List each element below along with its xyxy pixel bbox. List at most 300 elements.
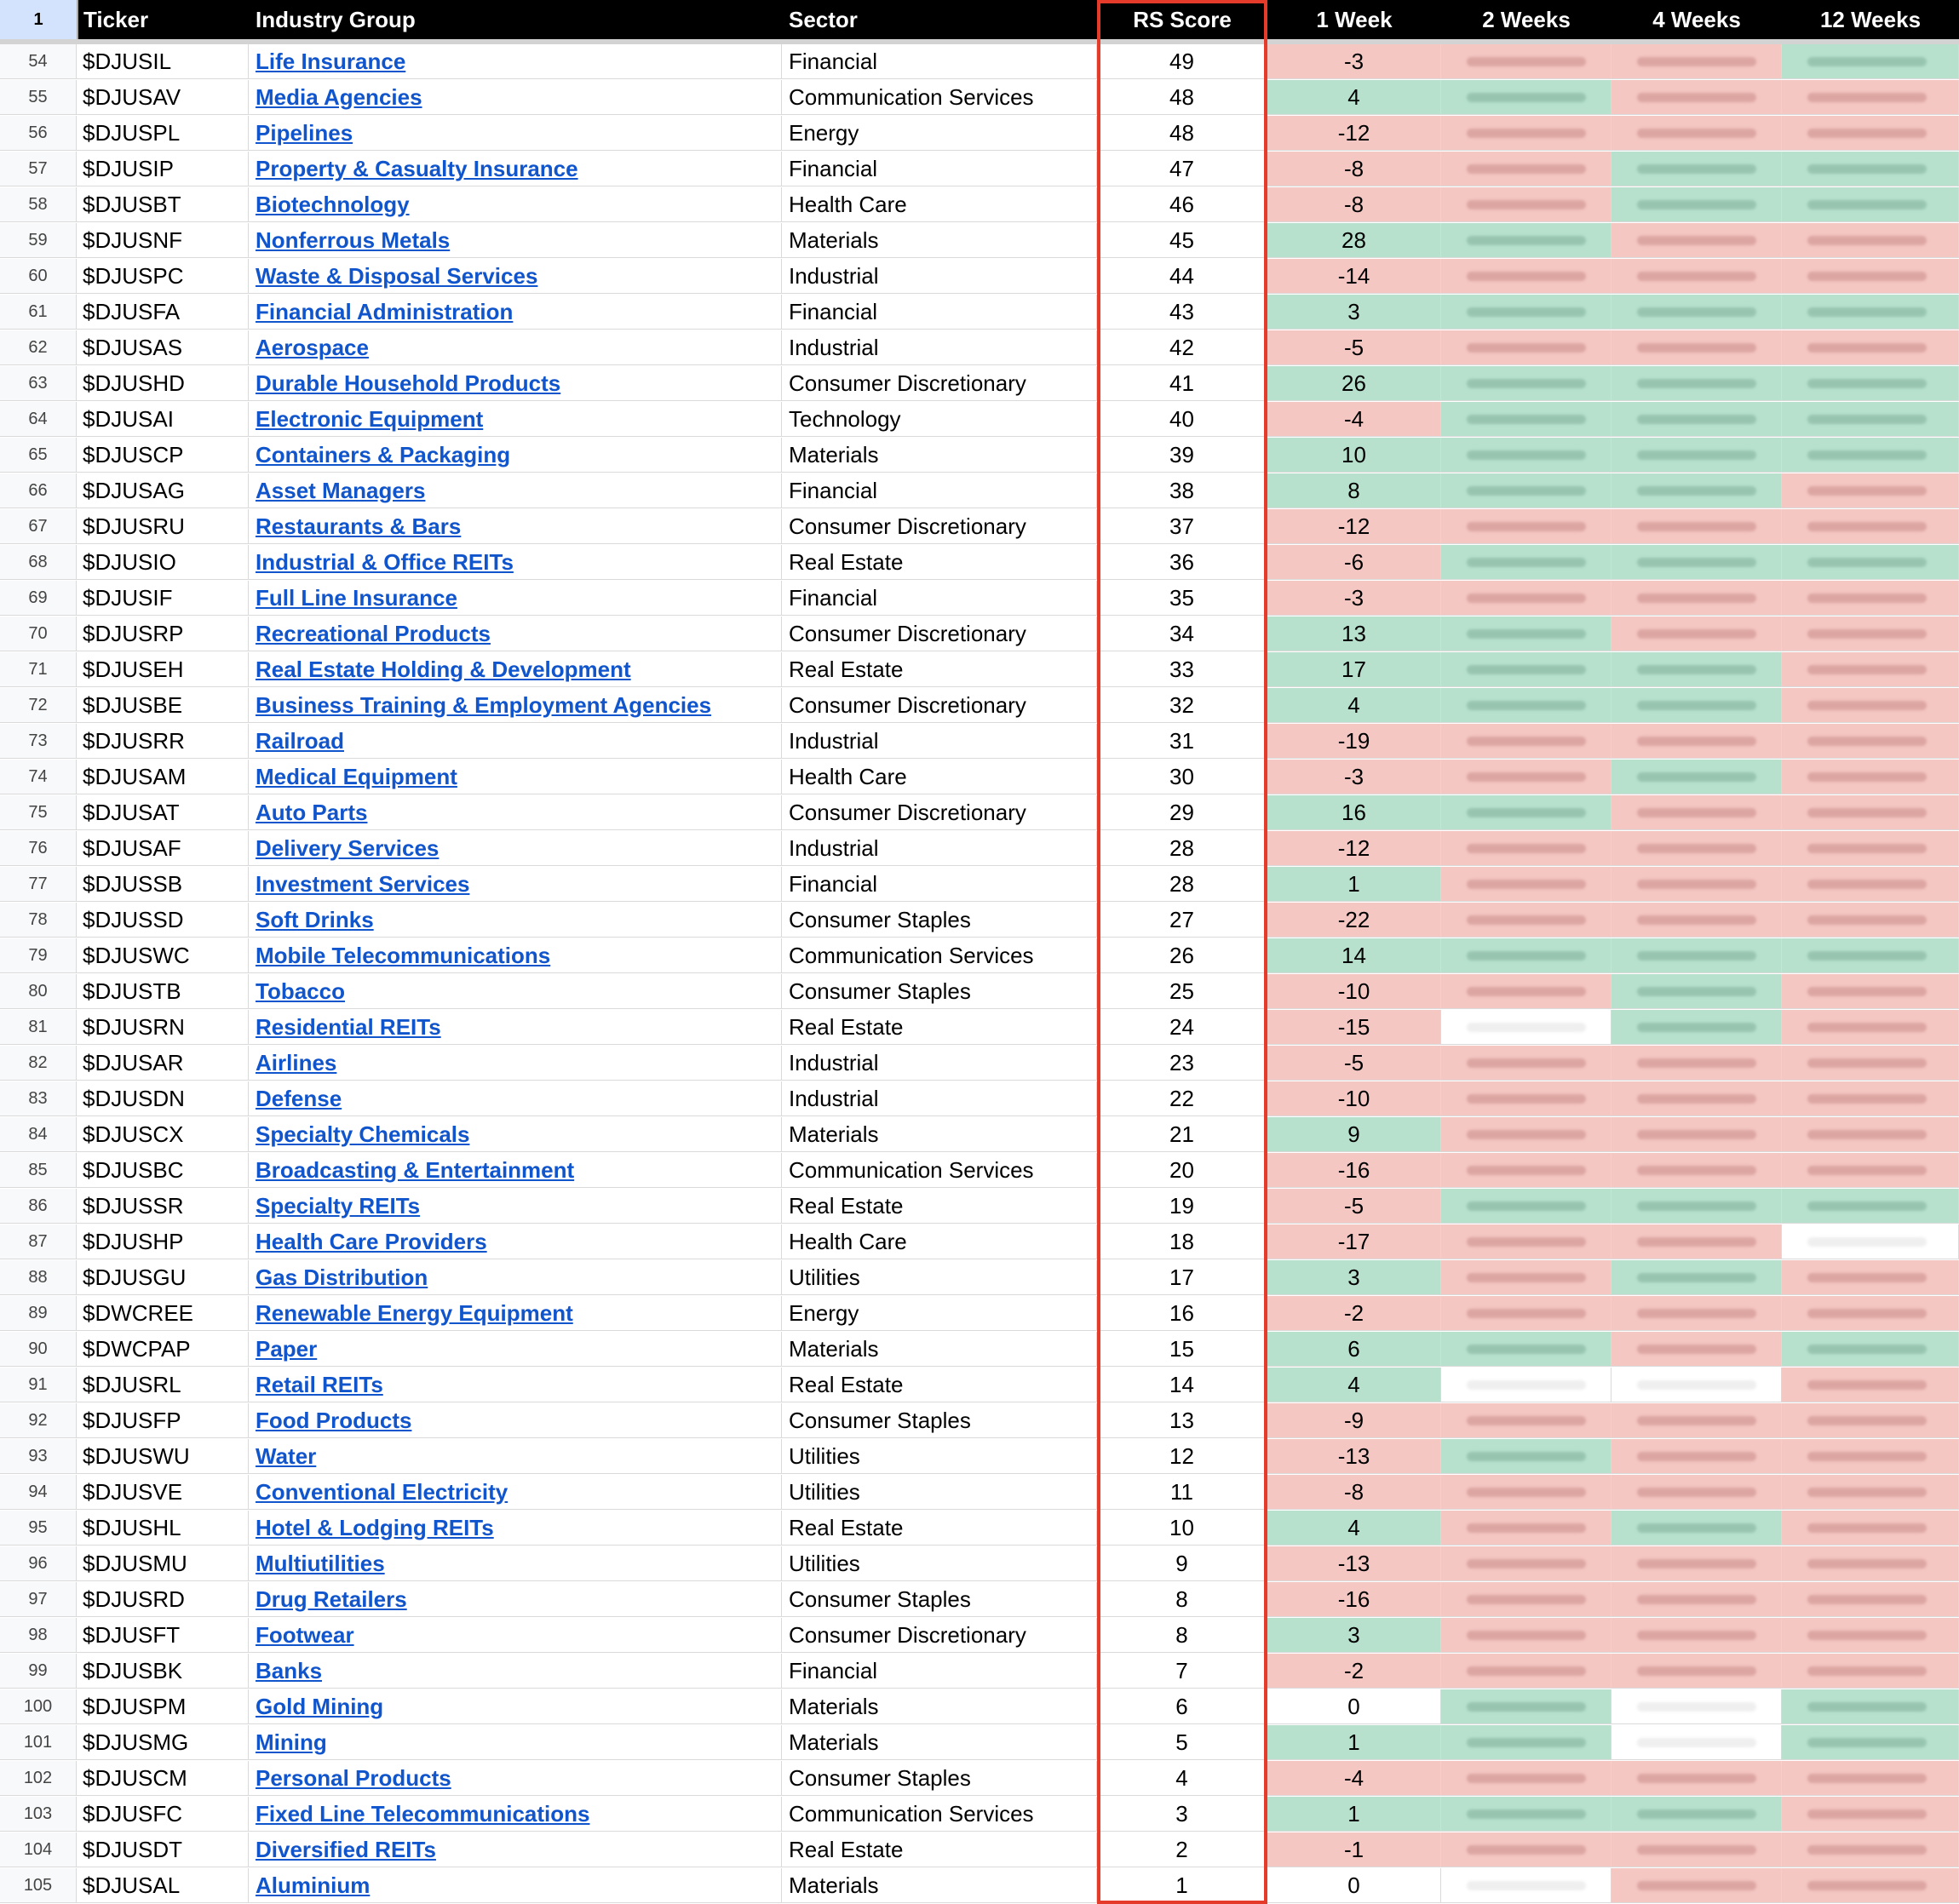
ticker-cell[interactable]: $DJUSAL [77,1868,249,1903]
rs-score-cell[interactable]: 26 [1097,938,1267,973]
week4-blurred-cell[interactable] [1611,1618,1782,1653]
industry-group-link[interactable]: Specialty REITs [249,1189,782,1224]
week12-blurred-cell[interactable] [1782,1046,1959,1081]
week2-blurred-cell[interactable] [1441,44,1611,79]
row-number[interactable]: 100 [0,1689,77,1724]
industry-group-link[interactable]: Broadcasting & Entertainment [249,1153,782,1188]
week4-blurred-cell[interactable] [1611,1689,1782,1724]
sector-cell[interactable]: Utilities [782,1260,1097,1295]
row-number[interactable]: 64 [0,402,77,437]
sector-cell[interactable]: Industrial [782,1046,1097,1081]
sector-cell[interactable]: Communication Services [782,1797,1097,1832]
week2-blurred-cell[interactable] [1441,974,1611,1009]
week2-blurred-cell[interactable] [1441,152,1611,186]
week2-blurred-cell[interactable] [1441,80,1611,115]
week2-blurred-cell[interactable] [1441,1117,1611,1152]
week2-blurred-cell[interactable] [1441,1439,1611,1474]
week2-blurred-cell[interactable] [1441,509,1611,544]
week12-blurred-cell[interactable] [1782,1725,1959,1760]
ticker-cell[interactable]: $DJUSAI [77,402,249,437]
col-header-4-weeks[interactable]: 4 Weeks [1652,7,1741,32]
week2-blurred-cell[interactable] [1441,1868,1611,1903]
week1-change-cell[interactable]: 3 [1267,1260,1441,1295]
week2-blurred-cell[interactable] [1441,1081,1611,1116]
week12-blurred-cell[interactable] [1782,116,1959,151]
row-number[interactable]: 96 [0,1546,77,1581]
week2-blurred-cell[interactable] [1441,295,1611,330]
row-number[interactable]: 85 [0,1153,77,1188]
week1-change-cell[interactable]: -3 [1267,760,1441,794]
week2-blurred-cell[interactable] [1441,581,1611,616]
row-number[interactable]: 72 [0,688,77,723]
industry-group-link[interactable]: Diversified REITs [249,1832,782,1867]
week12-blurred-cell[interactable] [1782,1868,1959,1903]
industry-group-link[interactable]: Banks [249,1654,782,1689]
week12-blurred-cell[interactable] [1782,295,1959,330]
col-header-2-weeks[interactable]: 2 Weeks [1482,7,1571,32]
week12-blurred-cell[interactable] [1782,259,1959,294]
week1-change-cell[interactable]: -12 [1267,831,1441,866]
rs-score-cell[interactable]: 24 [1097,1010,1267,1045]
industry-group-link[interactable]: Mining [249,1725,782,1760]
row-number[interactable]: 60 [0,259,77,294]
industry-group-link[interactable]: Soft Drinks [249,903,782,938]
sector-cell[interactable]: Communication Services [782,938,1097,973]
ticker-cell[interactable]: $DJUSSR [77,1189,249,1224]
week1-change-cell[interactable]: 10 [1267,438,1441,473]
ticker-cell[interactable]: $DWCREE [77,1296,249,1331]
col-header-12-weeks[interactable]: 12 Weeks [1819,7,1922,32]
industry-group-link[interactable]: Electronic Equipment [249,402,782,437]
week1-change-cell[interactable]: -5 [1267,330,1441,365]
row-number[interactable]: 90 [0,1332,77,1367]
row-number[interactable]: 99 [0,1654,77,1689]
industry-group-link[interactable]: Railroad [249,724,782,759]
week1-change-cell[interactable]: -16 [1267,1582,1441,1617]
industry-group-link[interactable]: Specialty Chemicals [249,1117,782,1152]
week2-blurred-cell[interactable] [1441,1618,1611,1653]
week4-blurred-cell[interactable] [1611,366,1782,401]
industry-group-link[interactable]: Defense [249,1081,782,1116]
week4-blurred-cell[interactable] [1611,1296,1782,1331]
rs-score-cell[interactable]: 39 [1097,438,1267,473]
sector-cell[interactable]: Materials [782,1332,1097,1367]
col-header-1-week[interactable]: 1 Week [1316,7,1393,32]
sector-cell[interactable]: Consumer Staples [782,974,1097,1009]
row-number[interactable]: 89 [0,1296,77,1331]
week12-blurred-cell[interactable] [1782,1117,1959,1152]
week1-change-cell[interactable]: 4 [1267,688,1441,723]
row-number[interactable]: 97 [0,1582,77,1617]
ticker-cell[interactable]: $DJUSHP [77,1224,249,1259]
row-number[interactable]: 59 [0,223,77,258]
ticker-cell[interactable]: $DJUSNF [77,223,249,258]
row-number[interactable]: 69 [0,581,77,616]
industry-group-link[interactable]: Personal Products [249,1761,782,1796]
industry-group-link[interactable]: Containers & Packaging [249,438,782,473]
week12-blurred-cell[interactable] [1782,1797,1959,1832]
week12-blurred-cell[interactable] [1782,187,1959,222]
week2-blurred-cell[interactable] [1441,1689,1611,1724]
ticker-cell[interactable]: $DJUSHL [77,1511,249,1546]
week1-change-cell[interactable]: -13 [1267,1546,1441,1581]
rs-score-cell[interactable]: 27 [1097,903,1267,938]
week2-blurred-cell[interactable] [1441,1761,1611,1796]
rs-score-cell[interactable]: 47 [1097,152,1267,186]
sector-cell[interactable]: Industrial [782,1081,1097,1116]
ticker-cell[interactable]: $DJUSAM [77,760,249,794]
ticker-cell[interactable]: $DWCPAP [77,1332,249,1367]
rs-score-cell[interactable]: 48 [1097,80,1267,115]
ticker-cell[interactable]: $DJUSAR [77,1046,249,1081]
rs-score-cell[interactable]: 23 [1097,1046,1267,1081]
week2-blurred-cell[interactable] [1441,473,1611,508]
sector-cell[interactable]: Consumer Discretionary [782,617,1097,651]
week4-blurred-cell[interactable] [1611,581,1782,616]
week2-blurred-cell[interactable] [1441,724,1611,759]
industry-group-link[interactable]: Conventional Electricity [249,1475,782,1510]
row-number[interactable]: 80 [0,974,77,1009]
industry-group-link[interactable]: Investment Services [249,867,782,902]
week4-blurred-cell[interactable] [1611,903,1782,938]
ticker-cell[interactable]: $DJUSRU [77,509,249,544]
week12-blurred-cell[interactable] [1782,1260,1959,1295]
week1-change-cell[interactable]: -2 [1267,1296,1441,1331]
rs-score-cell[interactable]: 49 [1097,44,1267,79]
week4-blurred-cell[interactable] [1611,438,1782,473]
week12-blurred-cell[interactable] [1782,509,1959,544]
ticker-cell[interactable]: $DJUSMU [77,1546,249,1581]
rs-score-cell[interactable]: 16 [1097,1296,1267,1331]
row-number[interactable]: 77 [0,867,77,902]
industry-group-link[interactable]: Drug Retailers [249,1582,782,1617]
row-number[interactable]: 65 [0,438,77,473]
sector-cell[interactable]: Consumer Staples [782,1761,1097,1796]
ticker-cell[interactable]: $DJUSHD [77,366,249,401]
row-number[interactable]: 95 [0,1511,77,1546]
ticker-cell[interactable]: $DJUSVE [77,1475,249,1510]
sector-cell[interactable]: Materials [782,1117,1097,1152]
sector-cell[interactable]: Energy [782,1296,1097,1331]
week4-blurred-cell[interactable] [1611,724,1782,759]
week1-change-cell[interactable]: 3 [1267,1618,1441,1653]
ticker-cell[interactable]: $DJUSCM [77,1761,249,1796]
week12-blurred-cell[interactable] [1782,1618,1959,1653]
week2-blurred-cell[interactable] [1441,116,1611,151]
industry-group-link[interactable]: Business Training & Employment Agencies [249,688,782,723]
col-header-industry-group[interactable]: Industry Group [256,7,416,32]
row-number[interactable]: 101 [0,1725,77,1760]
sector-cell[interactable]: Real Estate [782,1832,1097,1867]
week4-blurred-cell[interactable] [1611,473,1782,508]
week1-change-cell[interactable]: 3 [1267,295,1441,330]
industry-group-link[interactable]: Pipelines [249,116,782,151]
rs-score-cell[interactable]: 2 [1097,1832,1267,1867]
week2-blurred-cell[interactable] [1441,938,1611,973]
week2-blurred-cell[interactable] [1441,1725,1611,1760]
row-number[interactable]: 63 [0,366,77,401]
week12-blurred-cell[interactable] [1782,831,1959,866]
week2-blurred-cell[interactable] [1441,903,1611,938]
industry-group-link[interactable]: Hotel & Lodging REITs [249,1511,782,1546]
week1-change-cell[interactable]: -12 [1267,116,1441,151]
row-number[interactable]: 102 [0,1761,77,1796]
sector-cell[interactable]: Industrial [782,259,1097,294]
rs-score-cell[interactable]: 9 [1097,1546,1267,1581]
week12-blurred-cell[interactable] [1782,1439,1959,1474]
ticker-cell[interactable]: $DJUSCP [77,438,249,473]
row-number[interactable]: 88 [0,1260,77,1295]
week4-blurred-cell[interactable] [1611,1511,1782,1546]
week1-change-cell[interactable]: 4 [1267,1511,1441,1546]
week1-change-cell[interactable]: 6 [1267,1332,1441,1367]
rs-score-cell[interactable]: 38 [1097,473,1267,508]
week12-blurred-cell[interactable] [1782,1224,1959,1259]
week12-blurred-cell[interactable] [1782,223,1959,258]
week2-blurred-cell[interactable] [1441,438,1611,473]
industry-group-link[interactable]: Life Insurance [249,44,782,79]
sector-cell[interactable]: Financial [782,473,1097,508]
ticker-cell[interactable]: $DJUSIF [77,581,249,616]
week12-blurred-cell[interactable] [1782,1582,1959,1617]
rs-score-cell[interactable]: 30 [1097,760,1267,794]
week12-blurred-cell[interactable] [1782,1081,1959,1116]
ticker-cell[interactable]: $DJUSBT [77,187,249,222]
week2-blurred-cell[interactable] [1441,1046,1611,1081]
industry-group-link[interactable]: Recreational Products [249,617,782,651]
industry-group-link[interactable]: Retail REITs [249,1368,782,1402]
industry-group-link[interactable]: Paper [249,1332,782,1367]
week2-blurred-cell[interactable] [1441,1403,1611,1438]
row-number[interactable]: 86 [0,1189,77,1224]
week4-blurred-cell[interactable] [1611,1725,1782,1760]
industry-group-link[interactable]: Industrial & Office REITs [249,545,782,580]
row-number[interactable]: 70 [0,617,77,651]
rs-score-cell[interactable]: 8 [1097,1582,1267,1617]
sector-cell[interactable]: Communication Services [782,80,1097,115]
week4-blurred-cell[interactable] [1611,760,1782,794]
industry-group-link[interactable]: Biotechnology [249,187,782,222]
industry-group-link[interactable]: Residential REITs [249,1010,782,1045]
ticker-cell[interactable]: $DJUSSD [77,903,249,938]
week1-change-cell[interactable]: 9 [1267,1117,1441,1152]
week1-change-cell[interactable]: -3 [1267,44,1441,79]
rs-score-cell[interactable]: 36 [1097,545,1267,580]
row-number[interactable]: 104 [0,1832,77,1867]
week2-blurred-cell[interactable] [1441,1511,1611,1546]
week12-blurred-cell[interactable] [1782,760,1959,794]
ticker-cell[interactable]: $DJUSAF [77,831,249,866]
week12-blurred-cell[interactable] [1782,1332,1959,1367]
row-number[interactable]: 91 [0,1368,77,1402]
ticker-cell[interactable]: $DJUSBC [77,1153,249,1188]
week4-blurred-cell[interactable] [1611,1189,1782,1224]
ticker-cell[interactable]: $DJUSTB [77,974,249,1009]
week12-blurred-cell[interactable] [1782,1654,1959,1689]
week4-blurred-cell[interactable] [1611,80,1782,115]
week4-blurred-cell[interactable] [1611,1832,1782,1867]
sector-cell[interactable]: Consumer Discretionary [782,509,1097,544]
week4-blurred-cell[interactable] [1611,1081,1782,1116]
row-number[interactable]: 103 [0,1797,77,1832]
industry-group-link[interactable]: Multiutilities [249,1546,782,1581]
week1-change-cell[interactable]: -3 [1267,581,1441,616]
sector-cell[interactable]: Communication Services [782,1153,1097,1188]
sector-cell[interactable]: Consumer Staples [782,1582,1097,1617]
sector-cell[interactable]: Health Care [782,1224,1097,1259]
sector-cell[interactable]: Consumer Discretionary [782,1618,1097,1653]
week12-blurred-cell[interactable] [1782,724,1959,759]
week4-blurred-cell[interactable] [1611,330,1782,365]
rs-score-cell[interactable]: 17 [1097,1260,1267,1295]
ticker-cell[interactable]: $DJUSRL [77,1368,249,1402]
week4-blurred-cell[interactable] [1611,1654,1782,1689]
row-number[interactable]: 57 [0,152,77,186]
ticker-cell[interactable]: $DJUSMG [77,1725,249,1760]
week1-change-cell[interactable]: 26 [1267,366,1441,401]
row-number[interactable]: 62 [0,330,77,365]
row-number[interactable]: 78 [0,903,77,938]
ticker-cell[interactable]: $DJUSRD [77,1582,249,1617]
industry-group-link[interactable]: Restaurants & Bars [249,509,782,544]
sector-cell[interactable]: Financial [782,44,1097,79]
industry-group-link[interactable]: Footwear [249,1618,782,1653]
ticker-cell[interactable]: $DJUSDN [77,1081,249,1116]
week2-blurred-cell[interactable] [1441,760,1611,794]
rs-score-cell[interactable]: 28 [1097,867,1267,902]
sector-cell[interactable]: Materials [782,1868,1097,1903]
ticker-cell[interactable]: $DJUSFC [77,1797,249,1832]
week4-blurred-cell[interactable] [1611,1117,1782,1152]
row-number[interactable]: 74 [0,760,77,794]
week2-blurred-cell[interactable] [1441,545,1611,580]
industry-group-link[interactable]: Auto Parts [249,795,782,830]
ticker-cell[interactable]: $DJUSPM [77,1689,249,1724]
rs-score-cell[interactable]: 45 [1097,223,1267,258]
row-number[interactable]: 82 [0,1046,77,1081]
week4-blurred-cell[interactable] [1611,1153,1782,1188]
week2-blurred-cell[interactable] [1441,795,1611,830]
week1-change-cell[interactable]: 0 [1267,1868,1441,1903]
week2-blurred-cell[interactable] [1441,1153,1611,1188]
industry-group-link[interactable]: Nonferrous Metals [249,223,782,258]
sector-cell[interactable]: Financial [782,152,1097,186]
sector-cell[interactable]: Materials [782,223,1097,258]
week4-blurred-cell[interactable] [1611,795,1782,830]
week1-change-cell[interactable]: -2 [1267,1654,1441,1689]
rs-score-cell[interactable]: 48 [1097,116,1267,151]
row-number[interactable]: 83 [0,1081,77,1116]
ticker-cell[interactable]: $DJUSWU [77,1439,249,1474]
week12-blurred-cell[interactable] [1782,44,1959,79]
ticker-cell[interactable]: $DJUSFT [77,1618,249,1653]
week12-blurred-cell[interactable] [1782,1546,1959,1581]
week1-change-cell[interactable]: 1 [1267,867,1441,902]
rs-score-cell[interactable]: 5 [1097,1725,1267,1760]
rs-score-cell[interactable]: 34 [1097,617,1267,651]
ticker-cell[interactable]: $DJUSRN [77,1010,249,1045]
industry-group-link[interactable]: Medical Equipment [249,760,782,794]
week4-blurred-cell[interactable] [1611,831,1782,866]
rs-score-cell[interactable]: 41 [1097,366,1267,401]
rs-score-cell[interactable]: 21 [1097,1117,1267,1152]
rs-score-cell[interactable]: 46 [1097,187,1267,222]
week2-blurred-cell[interactable] [1441,867,1611,902]
week4-blurred-cell[interactable] [1611,187,1782,222]
week1-change-cell[interactable]: 1 [1267,1797,1441,1832]
industry-group-link[interactable]: Asset Managers [249,473,782,508]
rs-score-cell[interactable]: 31 [1097,724,1267,759]
week1-change-cell[interactable]: 0 [1267,1689,1441,1724]
rs-score-cell[interactable]: 19 [1097,1189,1267,1224]
row-number[interactable]: 98 [0,1618,77,1653]
week4-blurred-cell[interactable] [1611,652,1782,687]
week1-change-cell[interactable]: -8 [1267,187,1441,222]
week1-change-cell[interactable]: 28 [1267,223,1441,258]
week1-change-cell[interactable]: 16 [1267,795,1441,830]
row-number[interactable]: 79 [0,938,77,973]
week1-change-cell[interactable]: -5 [1267,1189,1441,1224]
sector-cell[interactable]: Real Estate [782,545,1097,580]
rs-score-cell[interactable]: 43 [1097,295,1267,330]
col-header-rs-score[interactable]: RS Score [1133,7,1232,32]
ticker-cell[interactable]: $DJUSAT [77,795,249,830]
week1-change-cell[interactable]: -5 [1267,1046,1441,1081]
week2-blurred-cell[interactable] [1441,1832,1611,1867]
sector-cell[interactable]: Industrial [782,724,1097,759]
week2-blurred-cell[interactable] [1441,1546,1611,1581]
week12-blurred-cell[interactable] [1782,903,1959,938]
ticker-cell[interactable]: $DJUSGU [77,1260,249,1295]
ticker-cell[interactable]: $DJUSAG [77,473,249,508]
week2-blurred-cell[interactable] [1441,1010,1611,1045]
rs-score-cell[interactable]: 25 [1097,974,1267,1009]
ticker-cell[interactable]: $DJUSWC [77,938,249,973]
sector-cell[interactable]: Real Estate [782,1368,1097,1402]
week12-blurred-cell[interactable] [1782,1761,1959,1796]
rs-score-cell[interactable]: 32 [1097,688,1267,723]
industry-group-link[interactable]: Water [249,1439,782,1474]
industry-group-link[interactable]: Financial Administration [249,295,782,330]
week1-change-cell[interactable]: -17 [1267,1224,1441,1259]
week1-change-cell[interactable]: -22 [1267,903,1441,938]
week4-blurred-cell[interactable] [1611,1368,1782,1402]
week12-blurred-cell[interactable] [1782,1153,1959,1188]
row-number[interactable]: 105 [0,1868,77,1903]
col-header-ticker[interactable]: Ticker [83,7,149,32]
sector-cell[interactable]: Industrial [782,831,1097,866]
ticker-cell[interactable]: $DJUSEH [77,652,249,687]
rs-score-cell[interactable]: 10 [1097,1511,1267,1546]
sector-cell[interactable]: Consumer Staples [782,903,1097,938]
ticker-cell[interactable]: $DJUSRR [77,724,249,759]
week4-blurred-cell[interactable] [1611,1224,1782,1259]
week1-change-cell[interactable]: -1 [1267,1832,1441,1867]
week12-blurred-cell[interactable] [1782,80,1959,115]
week12-blurred-cell[interactable] [1782,1296,1959,1331]
rs-score-cell[interactable]: 18 [1097,1224,1267,1259]
ticker-cell[interactable]: $DJUSAV [77,80,249,115]
week2-blurred-cell[interactable] [1441,1332,1611,1367]
week12-blurred-cell[interactable] [1782,867,1959,902]
rs-score-cell[interactable]: 6 [1097,1689,1267,1724]
week4-blurred-cell[interactable] [1611,1046,1782,1081]
sector-cell[interactable]: Financial [782,1654,1097,1689]
industry-group-link[interactable]: Tobacco [249,974,782,1009]
row-number[interactable]: 54 [0,44,77,79]
week4-blurred-cell[interactable] [1611,1403,1782,1438]
ticker-cell[interactable]: $DJUSSB [77,867,249,902]
